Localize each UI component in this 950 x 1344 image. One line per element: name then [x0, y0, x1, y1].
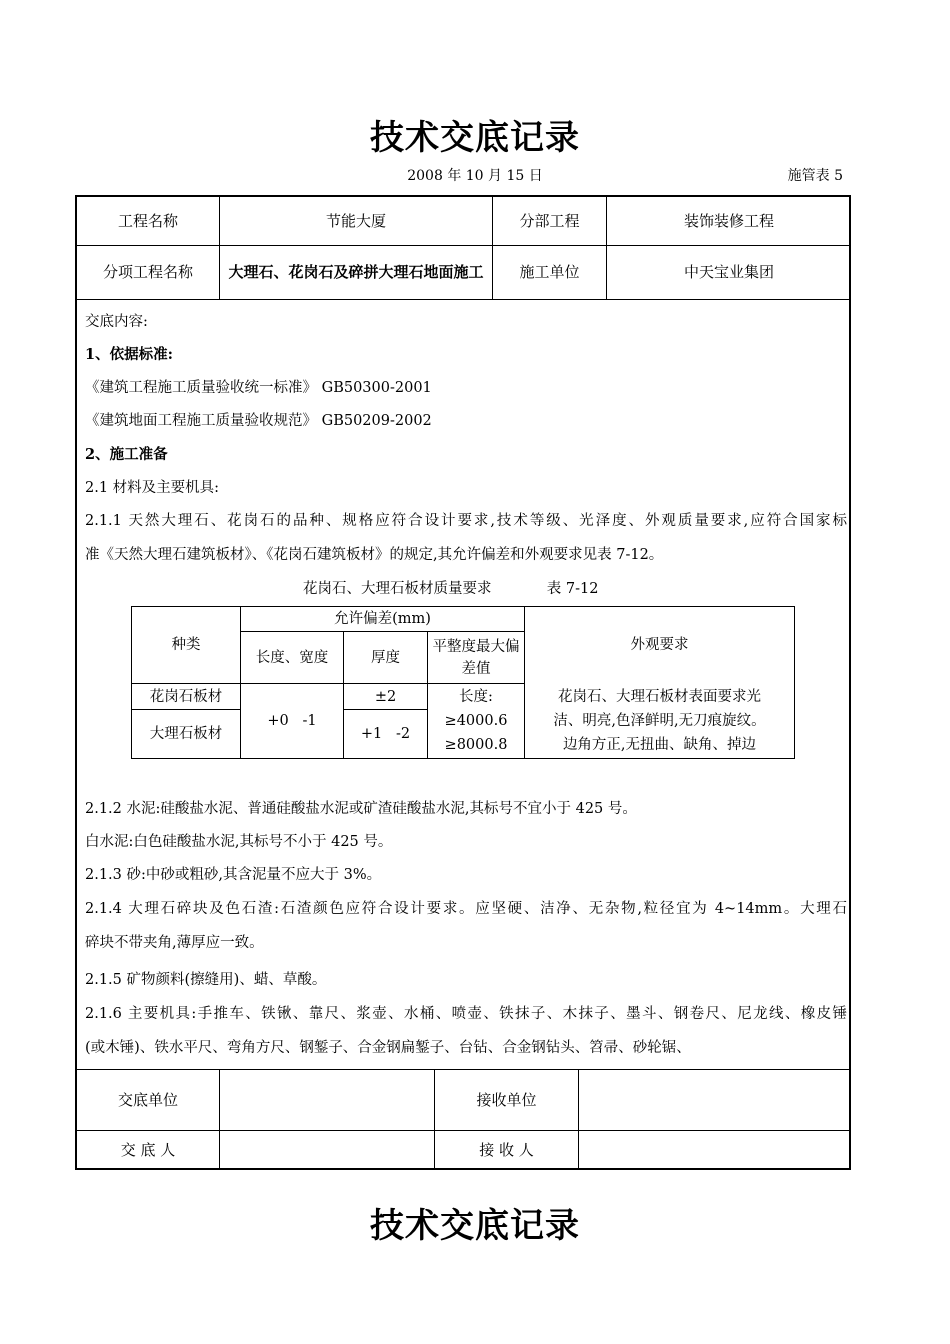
appearance-line: 洁、明亮,色泽鲜明,无刀痕旋纹。 [553, 713, 766, 729]
division-value: 装饰装修工程 [683, 211, 774, 230]
flatness-line: 长度: [459, 689, 493, 705]
flatness-value [428, 685, 524, 757]
appearance-line: 边角方正,无扭曲、缺角、掉边 [562, 737, 757, 753]
receiver-unit-label: 接收单位 [476, 1090, 537, 1109]
paragraph: 2.1.4 大理石碎块及色石渣:石渣颜色应符合设计要求。应坚硬、洁净、无杂物,粒径宜为 4~14mm。大理石 [85, 901, 847, 917]
flatness-line: ≥8000.8 [444, 737, 508, 753]
record-date: 2008 年 10 月 15 日 [407, 168, 543, 184]
issuer-unit-label: 交底单位 [117, 1090, 178, 1109]
project-name-value: 节能大厦 [325, 211, 386, 230]
receiver-person-field[interactable] [579, 1131, 851, 1170]
section-1-heading: 1、依据标准: [85, 346, 173, 363]
contractor-label: 施工单位 [519, 263, 580, 281]
col-flatness-header: 平整度最大偏差值 [432, 638, 520, 677]
receiver-unit-field[interactable] [579, 1070, 851, 1130]
appearance-line: 花岗石、大理石板材表面要求光 [558, 689, 761, 705]
flatness-line: ≥4000.6 [444, 713, 508, 729]
page-title: 技术交底记录 [370, 118, 580, 158]
contractor-value: 中天宝业集团 [683, 263, 774, 281]
content-intro: 交底内容: [85, 314, 148, 330]
paragraph: 2.1.6 主要机具:手推车、铁锹、靠尺、浆壶、水桶、喷壶、铁抹子、木抹子、墨斗、钢卷尺、尼龙线、橡皮锤 [85, 1006, 847, 1022]
paragraph: 2.1.5 矿物颜料(擦缝用)、蜡、草酸。 [85, 972, 327, 988]
issuer-unit-field[interactable] [220, 1070, 434, 1130]
paragraph: 2.1.2 水泥:硅酸盐水泥、普通硅酸盐水泥或矿渣硅酸盐水泥,其标号不宜小于 425 号。 [85, 801, 637, 817]
table-caption: 花岗石、大理石板材质量要求 表 7-12 [303, 581, 599, 597]
col-tolerance-header: 允许偏差(mm) [334, 611, 431, 627]
length-width-value: +0 -1 [267, 713, 317, 729]
appearance-value [525, 685, 794, 757]
col-appearance-header: 外观要求 [630, 637, 689, 653]
divider [77, 299, 849, 300]
form-number: 施管表 5 [787, 168, 843, 184]
paragraph: 2.1.3 砂:中砂或粗砂,其含泥量不应大于 3%。 [85, 867, 382, 883]
section-2-heading: 2、施工准备 [85, 446, 168, 463]
col-type-header: 种类 [171, 637, 201, 653]
standard-item: 《建筑地面工程施工质量验收规范》 GB50209-2002 [85, 413, 432, 429]
row-marble-type: 大理石板材 [149, 726, 223, 742]
thickness-granite-value: ±2 [374, 688, 397, 705]
standard-item: 《建筑工程施工质量验收统一标准》 GB50300-2001 [85, 380, 432, 396]
issuer-person-field[interactable] [220, 1131, 434, 1170]
paragraph: 2.1 材料及主要机具: [85, 480, 220, 496]
col-length-width-header: 长度、宽度 [255, 649, 329, 666]
paragraph: (或木锤)、铁水平尺、弯角方尺、钢錾子、合金钢扁錾子、台钻、合金钢钻头、笤帚、砂轮锯、 [85, 1040, 691, 1056]
quality-table [131, 606, 795, 759]
paragraph: 碎块不带夹角,薄厚应一致。 [85, 935, 264, 951]
issuer-person-label: 交 底 人 [120, 1141, 176, 1159]
col-thickness-header: 厚度 [371, 649, 400, 666]
paragraph: 准《天然大理石建筑板材》、《花岗石建筑板材》的规定,其允许偏差和外观要求见表 7-12。 [85, 547, 664, 563]
receiver-person-label: 接 收 人 [479, 1141, 534, 1159]
subitem-value: 大理石、花岗石及碎拼大理石地面施工 [228, 263, 484, 281]
paragraph: 白水泥:白色硅酸盐水泥,其标号不小于 425 号。 [85, 834, 393, 850]
division-label: 分部工程 [519, 211, 580, 230]
project-name-label: 工程名称 [117, 211, 178, 230]
row-granite-type: 花岗石板材 [149, 688, 223, 705]
subitem-label: 分项工程名称 [102, 263, 193, 281]
thickness-marble-value: +1 -2 [360, 726, 411, 742]
paragraph: 2.1.1 天然大理石、花岗石的品种、规格应符合设计要求,技术等级、光泽度、外观质量要求,应符合国家标 [85, 513, 847, 529]
page-title-next: 技术交底记录 [370, 1206, 580, 1246]
